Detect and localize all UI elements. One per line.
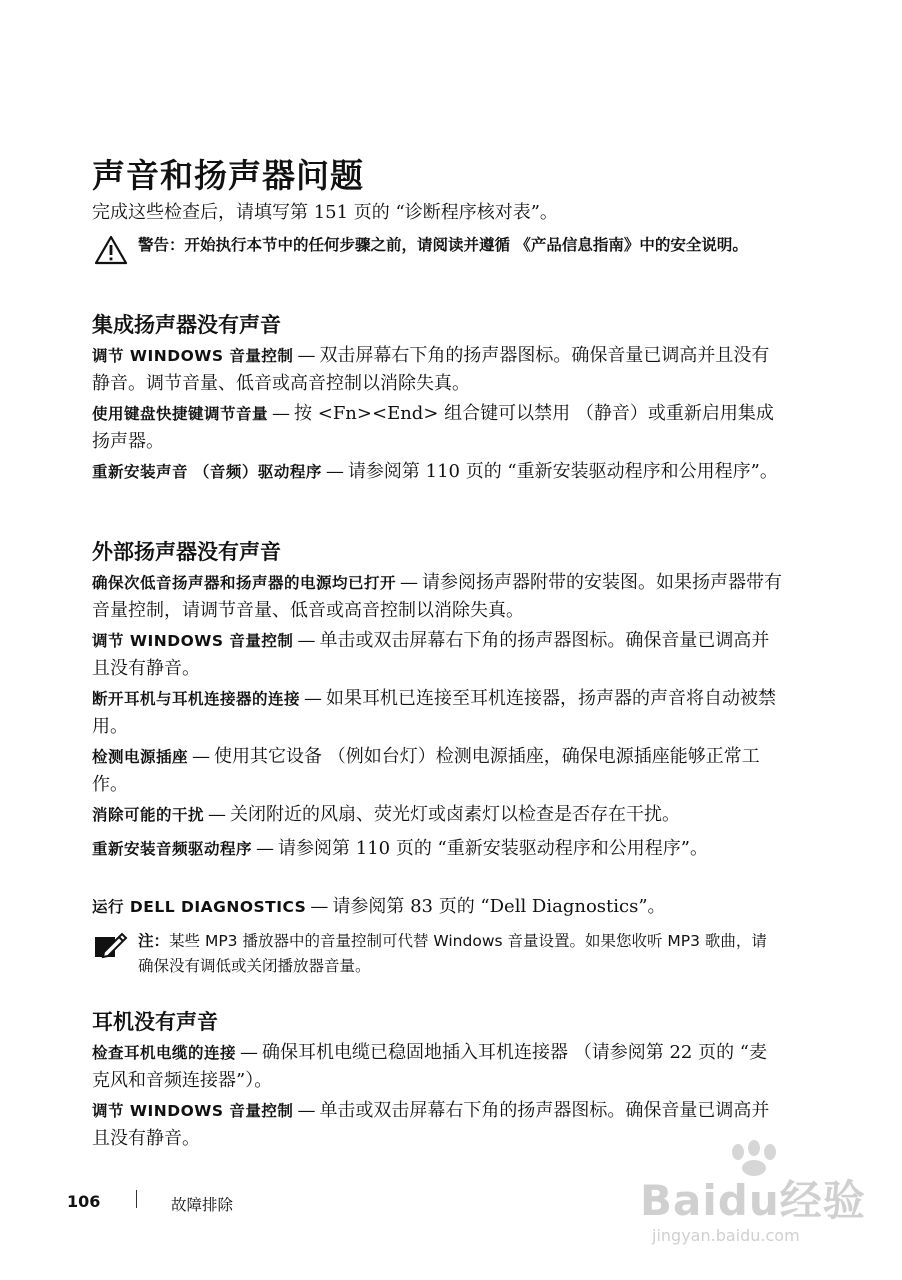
dash: — (297, 345, 316, 366)
item-text: 请参阅第 110 页的 “重新安装驱动程序和公用程序”。 (278, 838, 708, 859)
footer-divider (136, 1190, 137, 1208)
warning-text (138, 233, 782, 258)
note-body: 某些 MP3 播放器中的音量控制可代替 Windows 音量设置。如果您收听 MP3 歌曲，请确保没有调低或关闭播放器音量。 (138, 932, 767, 975)
list-item (92, 1039, 782, 1095)
dash: — (304, 688, 323, 709)
item-term: 检查耳机电缆的连接 (92, 1044, 237, 1062)
list-item (92, 801, 782, 829)
chapter-title: 故障排除 (171, 1196, 234, 1214)
list-item (92, 743, 782, 799)
warning-lead: 警告： (138, 236, 185, 254)
item-text: 确保耳机电缆已稳固地插入耳机连接器 （请参阅第 22 页的 “麦克风和音频连接器”）。 (92, 1042, 768, 1091)
dash: — (192, 746, 211, 767)
list-item (92, 569, 782, 625)
item-term: 调节 WINDOWS 音量控制 (92, 632, 294, 650)
list-item (92, 458, 782, 486)
intro-text: 完成这些检查后，请填写第 151 页的 “诊断程序核对表”。 (92, 202, 558, 223)
list-item (92, 400, 782, 456)
item-text: 单击或双击屏幕右下角的扬声器图标。确保音量已调高并且没有静音。 (92, 1100, 770, 1149)
item-term: 重新安装声音 （音频）驱动程序 (92, 463, 322, 481)
list-item (92, 342, 782, 398)
item-text: 使用其它设备 （例如台灯）检测电源插座，确保电源插座能够正常工作。 (92, 746, 760, 795)
watermark-logo: Baidu经验 (640, 1176, 866, 1225)
warning-callout (92, 233, 782, 258)
item-text: 关闭附近的风扇、荧光灯或卤素灯以检查是否存在干扰。 (230, 804, 681, 825)
item-text: 双击屏幕右下角的扬声器图标。确保音量已调高并且没有静音。调节音量、低音或高音控制以消除失真。 (92, 345, 770, 394)
item-text: 单击或双击屏幕右下角的扬声器图标。确保音量已调高并且没有静音。 (92, 630, 770, 679)
section-heading-integrated-speakers: 集成扬声器没有声音 (92, 313, 281, 337)
warning-triangle-icon (94, 235, 128, 265)
item-term: 运行 DELL DIAGNOSTICS (92, 898, 307, 916)
item-term: 断开耳机与耳机连接器的连接 (92, 690, 301, 708)
dash: — (272, 403, 291, 424)
item-text: 按 <Fn><End> 组合键可以禁用 （静音）或重新启用集成扬声器。 (92, 403, 774, 452)
dash: — (297, 630, 316, 651)
list-item (92, 893, 782, 921)
dash: — (310, 896, 329, 917)
item-text: 请参阅扬声器附带的安装图。如果扬声器带有音量控制，请调节音量、低音或高音控制以消除失真。 (92, 572, 783, 621)
dash: — (325, 461, 344, 482)
dash: — (240, 1042, 259, 1063)
dash: — (256, 838, 275, 859)
section-heading-headphones: 耳机没有声音 (92, 1010, 218, 1034)
dash: — (297, 1100, 316, 1121)
item-term: 使用键盘快捷键调节音量 (92, 405, 269, 423)
item-term: 消除可能的干扰 (92, 806, 205, 824)
dash: — (208, 804, 227, 825)
page-title: 声音和扬声器问题 (92, 156, 364, 195)
dash: — (400, 572, 419, 593)
list-item (92, 835, 782, 863)
item-term: 重新安装音频驱动程序 (92, 840, 253, 858)
warning-body: 开始执行本节中的任何步骤之前，请阅读并遵循 《产品信息指南》中的安全说明。 (184, 236, 748, 254)
section-heading-external-speakers: 外部扬声器没有声音 (92, 540, 281, 564)
watermark-url: jingyan.baidu.com (652, 1226, 800, 1245)
note-lead: 注： (138, 932, 170, 950)
note-text (138, 929, 782, 979)
item-term: 确保次低音扬声器和扬声器的电源均已打开 (92, 574, 397, 592)
page-number: 106 (67, 1192, 101, 1211)
list-item (92, 685, 782, 741)
list-item (92, 627, 782, 683)
item-term: 检测电源插座 (92, 748, 189, 766)
item-term: 调节 WINDOWS 音量控制 (92, 347, 294, 365)
item-term: 调节 WINDOWS 音量控制 (92, 1102, 294, 1120)
note-callout (92, 929, 782, 979)
item-text: 请参阅第 83 页的 “Dell Diagnostics”。 (332, 896, 666, 917)
item-text: 如果耳机已连接至耳机连接器，扬声器的声音将自动被禁用。 (92, 688, 777, 737)
item-text: 请参阅第 110 页的 “重新安装驱动程序和公用程序”。 (347, 461, 778, 482)
baidu-watermark (640, 1140, 880, 1270)
note-pencil-icon (94, 931, 128, 961)
